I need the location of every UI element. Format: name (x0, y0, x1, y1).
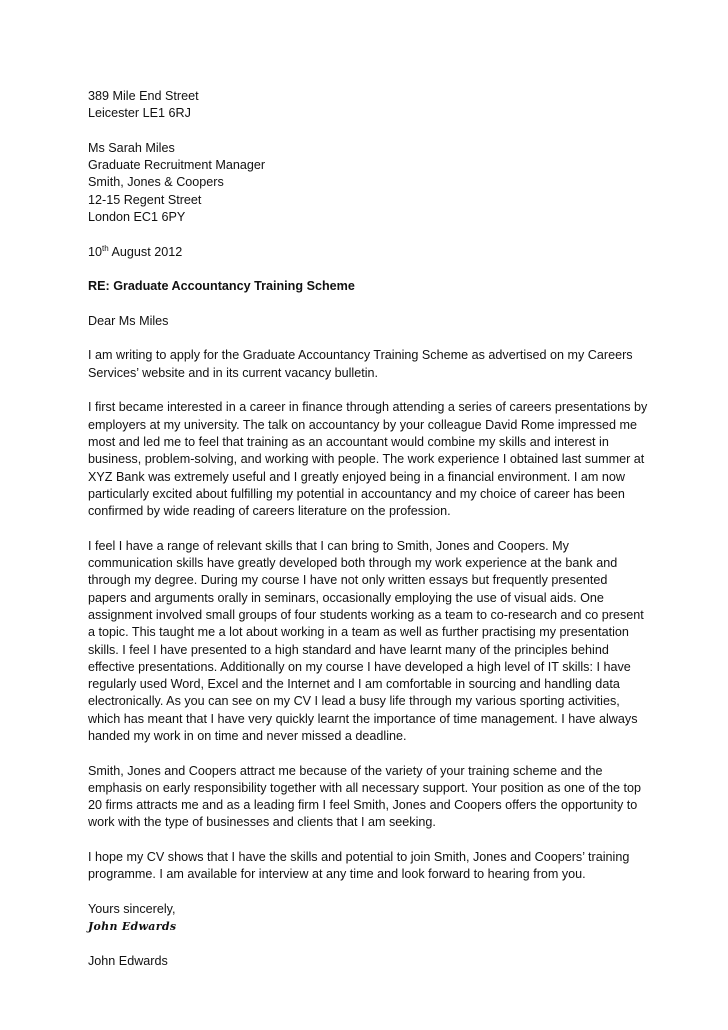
sender-city: Leicester LE1 6RJ (88, 106, 191, 121)
signer-name: John Edwards (88, 953, 168, 968)
recipient-city: London EC1 6PY (88, 210, 186, 225)
closing-block (88, 901, 648, 936)
date-day: 10 (88, 244, 103, 259)
body-paragraph: Smith, Jones and Coopers attract me because of the variety of your training scheme and the emphasis on early responsibility together with all necessary support. Your position as one of the top 20 firms attracts me and as a leading firm I feel Smith, Jones and Coopers offers the opportunity to work with the type of businesses and clients that I am seeking. (88, 763, 642, 830)
body-paragraph: I first became interested in a career in finance through attending a series of careers presentations by employers at my university. The talk on accountancy by your colleague David Rome impressed me most and led me to feel that training as an accountant would combine my skills and interest in business, problem-solving, and working with people. The work experience I obtained last summer at XYZ Bank was extremely useful and I greatly enjoyed being in a financial environment. I am now particularly excited about fulfilling my potential in accountancy and my choice of career has been confirmed by wide reading of careers literature on the profession. (88, 400, 648, 519)
recipient-name: Ms Sarah Miles (88, 140, 175, 155)
recipient-address (88, 140, 648, 226)
date-rest: August 2012 (108, 244, 183, 259)
salutation: Dear Ms Miles (88, 313, 169, 328)
recipient-title: Graduate Recruitment Manager (88, 158, 266, 173)
subject-line: RE: Graduate Accountancy Training Scheme (88, 279, 355, 294)
recipient-company: Smith, Jones & Coopers (88, 175, 224, 190)
letter-page (88, 88, 648, 970)
body-paragraph: I am writing to apply for the Graduate Accountancy Training Scheme as advertised on my Careers Services’ website and in its current vacancy bulletin. (88, 348, 633, 380)
closing: Yours sincerely, (88, 901, 176, 916)
body-paragraph: I feel I have a range of relevant skills that I can bring to Smith, Jones and Coopers. My communication skills have greatly developed both through my work experience at the bank and through my degree. During my course I have not only written essays but frequently presented papers and arguments orally in seminars, occasionally employing the use of visual aids. One assignment involved small groups of four students working as a team to co-research and co present a topic. This taught me a lot about working in a team as well as further practising my presentation skills. I feel I have presented to a high standard and have learnt many of the principles behind effective presentations. Additionally on my course I have developed a high level of IT skills: I have regularly used Word, Excel and the Internet and I am comfortable in sourcing and handling data electronically. As you can see on my CV I lead a busy life through my various sporting activities, which has meant that I have very quickly learnt the importance of time management. I have always handed my work in on time and never missed a deadline. (88, 538, 644, 743)
letter-date (88, 244, 648, 261)
sender-street: 389 Mile End Street (88, 89, 199, 103)
recipient-street: 12-15 Regent Street (88, 192, 202, 207)
sender-address (88, 88, 648, 123)
date-suffix: th (102, 243, 109, 253)
handwritten-signature: John Edwards (88, 920, 177, 934)
body-paragraph: I hope my CV shows that I have the skills and potential to join Smith, Jones and Coopers’ training programme. I am available for interview at any time and look forward to hearing from you. (88, 850, 630, 882)
